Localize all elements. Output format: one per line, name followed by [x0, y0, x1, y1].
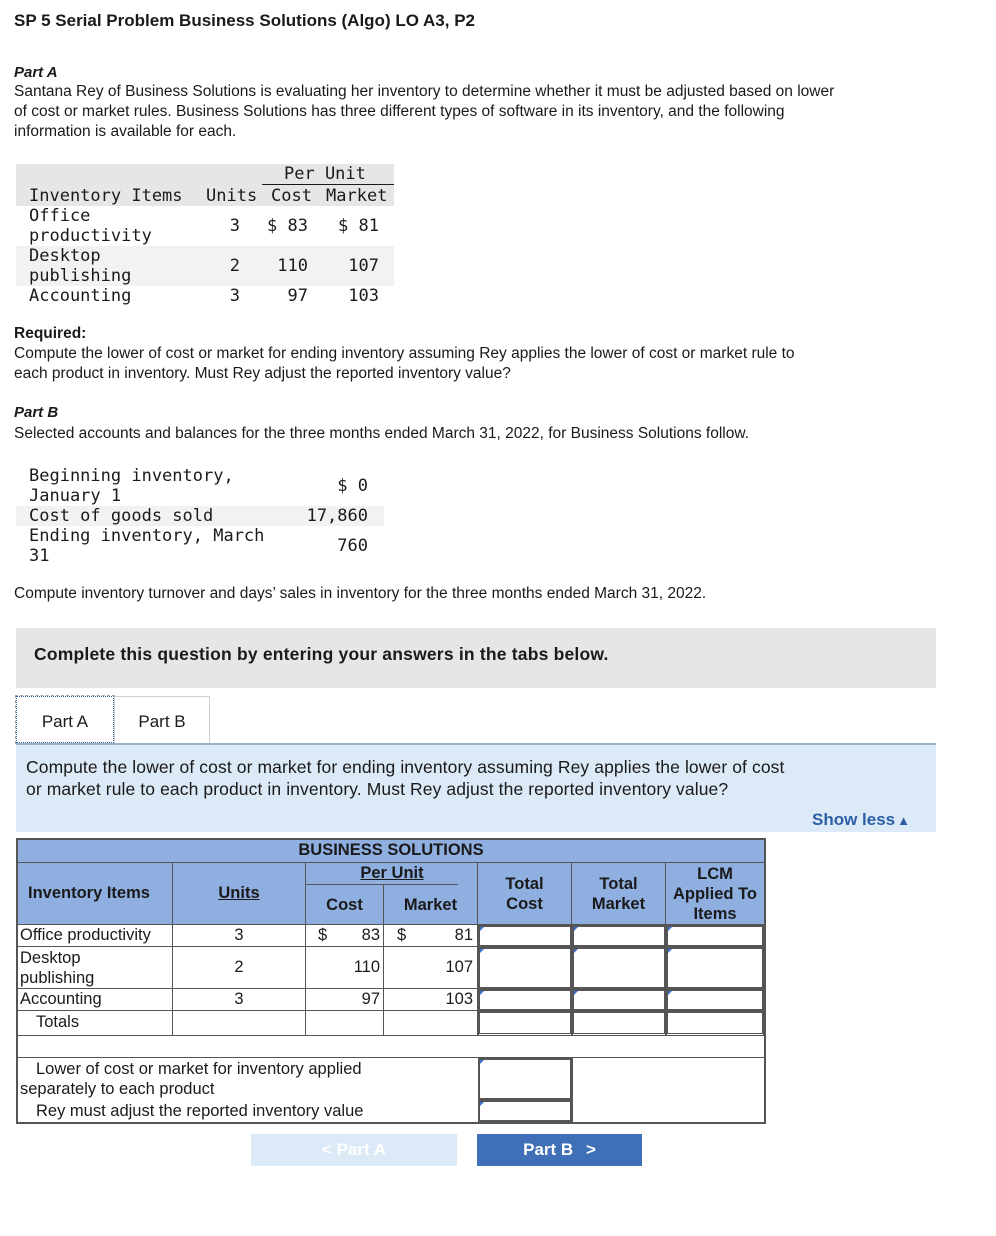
col-header-items: Inventory Items [28, 884, 150, 902]
lcm-input-desktop[interactable] [666, 947, 764, 989]
company-header: BUSINESS SOLUTIONS [298, 841, 484, 859]
table-cell-cost: 97 [287, 286, 308, 306]
page-title: SP 5 Serial Problem Business Solutions (Algo) LO A3, P2 [14, 11, 476, 30]
per-unit-header: Per Unit [360, 864, 424, 882]
part-b-task: Compute inventory turnover and days’ sales in inventory for the three months ended March 31, 2022. [14, 585, 707, 602]
col-header-units: Units [218, 884, 260, 902]
lcm-totals-input[interactable] [666, 1011, 764, 1036]
table-row-item: Office productivity [20, 926, 151, 944]
total-cost-input-office[interactable] [478, 925, 572, 947]
table-cell-market: $ 81 [338, 216, 379, 236]
table-cell-cost: 110 [353, 958, 380, 976]
table-cell-units: 2 [234, 958, 244, 976]
part-b-heading: Part B [14, 404, 59, 421]
instructions-banner: Complete this question by entering your answers in the tabs below. [16, 628, 936, 688]
answer-table [16, 838, 766, 1124]
col-header-items: Inventory Items [29, 186, 183, 206]
triangle-up-icon: ▲ [897, 813, 910, 828]
table-cell-market: 107 [445, 958, 473, 976]
adjust-answer-select[interactable] [478, 1100, 572, 1122]
table-cell-cost: 83 [361, 926, 380, 944]
total-market-input-accounting[interactable] [572, 989, 666, 1011]
lcm-input-office[interactable] [666, 925, 764, 947]
col-header-total-cost: Total Cost [505, 875, 544, 913]
tab-part-a[interactable]: Part A [16, 696, 114, 743]
total-market-totals-input[interactable] [572, 1011, 666, 1036]
table-cell-market: 107 [348, 256, 379, 276]
required-label: Required: [14, 325, 87, 342]
question-prompt: Compute the lower of cost or market for ending inventory assuming Rey applies the lower of cost or market rule to each product in inventory. Must Rey adjust the reported inventory value? [16, 745, 936, 832]
accounts-table: Beginning inventory, January 1 $ 0 Cost of goods sold 17,860 Ending inventory, March 31 760 [16, 466, 386, 566]
account-label: Ending inventory, March [29, 526, 265, 546]
totals-label: Totals [36, 1013, 80, 1031]
table-cell-units: 3 [229, 286, 240, 306]
table-row-item: Office [29, 206, 91, 226]
show-less-toggle[interactable] [812, 810, 910, 830]
col-header-units: Units [206, 186, 258, 206]
lcm-summary-label: Lower of cost or market for inventory applied separately to each product [20, 1060, 362, 1098]
part-b-intro: Selected accounts and balances for the three months ended March 31, 2022, for Business Solutions follow. [14, 425, 749, 442]
total-market-input-office[interactable] [572, 925, 666, 947]
table-cell-cost: $ 83 [267, 216, 308, 236]
table-row-item: Accounting [29, 286, 132, 306]
currency-symbol: $ [397, 926, 407, 944]
part-a-heading: Part A [14, 64, 58, 81]
next-part-label: Part B [523, 1140, 574, 1159]
total-market-input-desktop[interactable] [572, 947, 666, 989]
col-header-market: Market [403, 896, 458, 914]
account-label: Beginning inventory, [29, 466, 234, 486]
table-cell-units: 3 [234, 990, 244, 1008]
chevron-right-icon: > [585, 1140, 596, 1159]
table-row-item: Desktop [29, 246, 101, 266]
table-row-item: Desktop publishing [20, 949, 95, 987]
col-header-lcm: LCM Applied To Items [672, 865, 757, 923]
next-part-button[interactable] [477, 1134, 642, 1166]
account-value: 17,860 [306, 506, 368, 526]
total-cost-totals-input[interactable] [478, 1011, 572, 1036]
lcm-input-accounting[interactable] [666, 989, 764, 1011]
account-value: $ 0 [337, 476, 368, 496]
col-header-total-market: Total Market [591, 875, 646, 913]
table-cell-market: 103 [445, 990, 473, 1008]
per-unit-header: Per Unit [284, 164, 366, 184]
part-a-intro: Santana Rey of Business Solutions is evaluating her inventory to determine whether it must be adjusted based on lower of cost or market rules. Business Solutions has three different types of software in its inventory, and the following information is available for each. [14, 83, 835, 140]
show-less-label: Show less [811, 810, 896, 829]
prev-part-button[interactable] [251, 1134, 457, 1166]
table-cell-units: 3 [234, 926, 244, 944]
table-cell-market: 103 [348, 286, 379, 306]
account-value: 760 [337, 536, 368, 556]
lcm-summary-input[interactable] [478, 1058, 572, 1100]
total-cost-input-accounting[interactable] [478, 989, 572, 1011]
table-cell-market: 81 [454, 926, 473, 944]
table-row-item: Accounting [20, 990, 102, 1008]
total-cost-input-desktop[interactable] [478, 947, 572, 989]
col-header-market: Market [326, 186, 388, 206]
table-cell-cost: 110 [277, 256, 308, 276]
currency-symbol: $ [318, 926, 328, 944]
given-inventory-table: Per Unit Inventory Items Units Cost Market Office productivity 3 $ 83 $ 81 Desktop publishing 2 110 107 Accounting 3 97 103 [16, 164, 396, 310]
required-text: Compute the lower of cost or market for ending inventory assuming Rey applies the lower of cost or market rule to each product in inventory. Must Rey adjust the reported inventory value? [14, 345, 795, 382]
adjust-question-label: Rey must adjust the reported inventory value [36, 1102, 364, 1120]
col-header-cost: Cost [271, 186, 312, 206]
prev-part-label: Part A [336, 1140, 387, 1159]
tab-part-b[interactable]: Part B [114, 696, 210, 743]
table-cell-cost: 97 [361, 990, 380, 1008]
col-header-cost: Cost [326, 896, 363, 914]
account-label: Cost of goods sold [29, 506, 214, 526]
table-cell-units: 2 [229, 256, 240, 276]
table-cell-units: 3 [229, 216, 240, 236]
chevron-left-icon: < [321, 1140, 332, 1159]
